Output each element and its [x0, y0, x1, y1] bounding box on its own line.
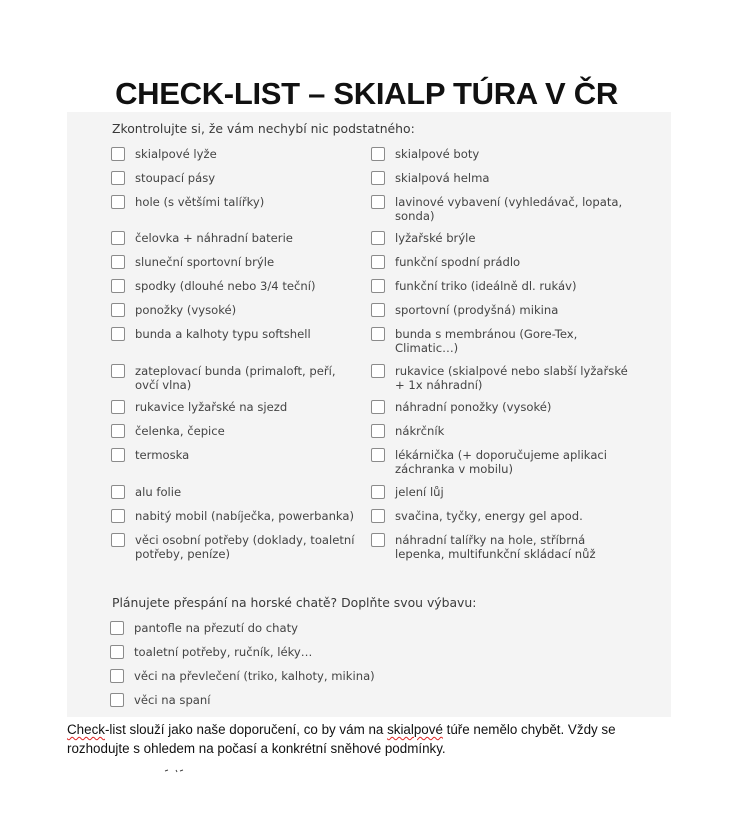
checkbox[interactable]	[111, 147, 125, 161]
note-text: -list slouží jako naše doporučení, co by vám na	[104, 722, 388, 737]
item-label: toaletní potřeby, ručník, léky…	[134, 645, 313, 659]
checklist-item	[111, 172, 361, 186]
item-label: rukavice lyžařské na sjezd	[135, 400, 288, 414]
item-label: funkční triko (ideálně dl. rukáv)	[395, 279, 577, 293]
item-label: nabitý mobil (nabíječka, powerbanka)	[135, 509, 355, 523]
checklist-item	[371, 534, 631, 561]
item-label: spodky (dlouhé nebo 3/4 teční)	[135, 279, 316, 293]
checklist-item	[371, 232, 631, 246]
checkbox[interactable]	[371, 171, 385, 185]
checklist-item	[371, 486, 631, 500]
checkbox[interactable]	[111, 533, 125, 547]
checklist-item	[110, 694, 360, 708]
item-label: jelení lůj	[395, 485, 444, 499]
checkbox[interactable]	[371, 231, 385, 245]
checkbox[interactable]	[110, 693, 124, 707]
checklist-item	[111, 280, 361, 294]
checkbox[interactable]	[371, 448, 385, 462]
item-label: skialpové lyže	[135, 147, 217, 161]
footnote-text	[67, 720, 667, 758]
checklist-item	[111, 148, 361, 162]
checkbox[interactable]	[110, 669, 124, 683]
checklist-item	[371, 365, 631, 392]
checkbox[interactable]	[371, 533, 385, 547]
checkbox[interactable]	[371, 255, 385, 269]
checklist-item	[371, 449, 631, 476]
checkbox[interactable]	[111, 303, 125, 317]
item-label: věci osobní potřeby (doklady, toaletní potřeby, peníze)	[135, 533, 355, 561]
checklist-item	[371, 196, 631, 223]
checkbox[interactable]	[111, 485, 125, 499]
note-text: túře nemělo chybět. Vždy se rozhodujte s ohledem na počasí a konkrétní sněhové podmínky.	[67, 722, 616, 756]
checklist-item	[371, 280, 631, 294]
checkbox[interactable]	[371, 485, 385, 499]
checkbox[interactable]	[371, 400, 385, 414]
checklist-item	[111, 449, 361, 463]
checklist-item	[111, 401, 361, 415]
item-label: sluneční sportovní brýle	[135, 255, 275, 269]
checklist-item	[111, 534, 361, 561]
checklist-item	[371, 172, 631, 186]
item-label: alu folie	[135, 485, 182, 499]
item-label: věci na převlečení (triko, kalhoty, mikina)	[134, 669, 375, 683]
checkbox[interactable]	[111, 327, 125, 341]
checklist-item	[110, 646, 360, 660]
checkbox[interactable]	[111, 231, 125, 245]
item-label: svačina, tyčky, energy gel apod.	[395, 509, 583, 523]
checkbox[interactable]	[371, 327, 385, 341]
checkbox[interactable]	[111, 171, 125, 185]
checkbox[interactable]	[111, 448, 125, 462]
item-label: termoska	[135, 448, 190, 462]
checkbox[interactable]	[110, 645, 124, 659]
section1-heading: Zkontrolujte si, že vám nechybí nic podstatného:	[112, 121, 415, 136]
checklist-item	[111, 365, 361, 392]
item-label: lyžařské brýle	[395, 231, 476, 245]
checkbox[interactable]	[111, 509, 125, 523]
checklist-item	[111, 510, 361, 524]
checkbox[interactable]	[371, 424, 385, 438]
checkbox[interactable]	[111, 195, 125, 209]
checklist-item	[111, 486, 361, 500]
checkbox[interactable]	[111, 400, 125, 414]
checkbox[interactable]	[110, 621, 124, 635]
checkbox[interactable]	[371, 147, 385, 161]
checkbox[interactable]	[371, 195, 385, 209]
checklist-item	[371, 425, 631, 439]
checkbox[interactable]	[371, 279, 385, 293]
item-label: funkční spodní prádlo	[395, 255, 521, 269]
checkbox[interactable]	[371, 509, 385, 523]
item-label: bunda s membránou (Gore-Tex, Climatic…)	[395, 327, 578, 355]
document-title: CHECK-LIST – SKIALP TÚRA V ČR	[115, 76, 618, 111]
item-label: bunda a kalhoty typu softshell	[135, 327, 311, 341]
checklist-item	[111, 256, 361, 270]
checklist-item	[110, 670, 434, 684]
item-label: rukavice (skialpové nebo slabší lyžařské + 1x náhradní)	[395, 364, 628, 392]
checklist-item	[371, 401, 631, 415]
spellcheck-word: skialpové	[387, 722, 443, 737]
stray-mark-icon	[163, 767, 185, 775]
item-label: lavinové vybavení (vyhledávač, lopata, sonda)	[395, 195, 623, 223]
checklist-item	[371, 148, 631, 162]
item-label: skialpová helma	[395, 171, 490, 185]
item-label: náhradní ponožky (vysoké)	[395, 400, 552, 414]
checkbox[interactable]	[371, 303, 385, 317]
checklist-item	[371, 256, 631, 270]
item-label: stoupací pásy	[135, 171, 216, 185]
checklist-item	[111, 304, 361, 318]
checklist-item	[111, 425, 361, 439]
checklist-item	[111, 328, 361, 342]
item-label: ponožky (vysoké)	[135, 303, 237, 317]
item-label: věci na spaní	[134, 693, 211, 707]
checkbox[interactable]	[111, 424, 125, 438]
item-label: nákrčník	[395, 424, 445, 438]
checklist-item	[371, 304, 631, 318]
item-label: sportovní (prodyšná) mikina	[395, 303, 559, 317]
section2-heading: Plánujete přespání na horské chatě? Doplňte svou výbavu:	[112, 595, 477, 610]
checklist-item	[111, 196, 361, 210]
checklist-item	[111, 232, 361, 246]
checkbox[interactable]	[371, 364, 385, 378]
item-label: čelenka, čepice	[135, 424, 225, 438]
item-label: skialpové boty	[395, 147, 480, 161]
item-label: zateplovací bunda (primaloft, peří, ovčí vlna)	[135, 364, 336, 392]
item-label: lékárnička (+ doporučujeme aplikaci záchranka v mobilu)	[395, 448, 608, 476]
item-label: náhradní talířky na hole, stříbrná lepenka, multifunkční skládací nůž	[395, 533, 596, 561]
checklist-item	[371, 510, 631, 524]
spellcheck-word: Check	[67, 722, 105, 737]
checkbox[interactable]	[111, 364, 125, 378]
item-label: pantofle na přezutí do chaty	[134, 621, 298, 635]
item-label: čelovka + náhradní baterie	[135, 231, 293, 245]
checkbox[interactable]	[111, 255, 125, 269]
item-label: hole (s většími talířky)	[135, 195, 265, 209]
checkbox[interactable]	[111, 279, 125, 293]
checklist-item	[110, 622, 360, 636]
checklist-item	[371, 328, 631, 355]
